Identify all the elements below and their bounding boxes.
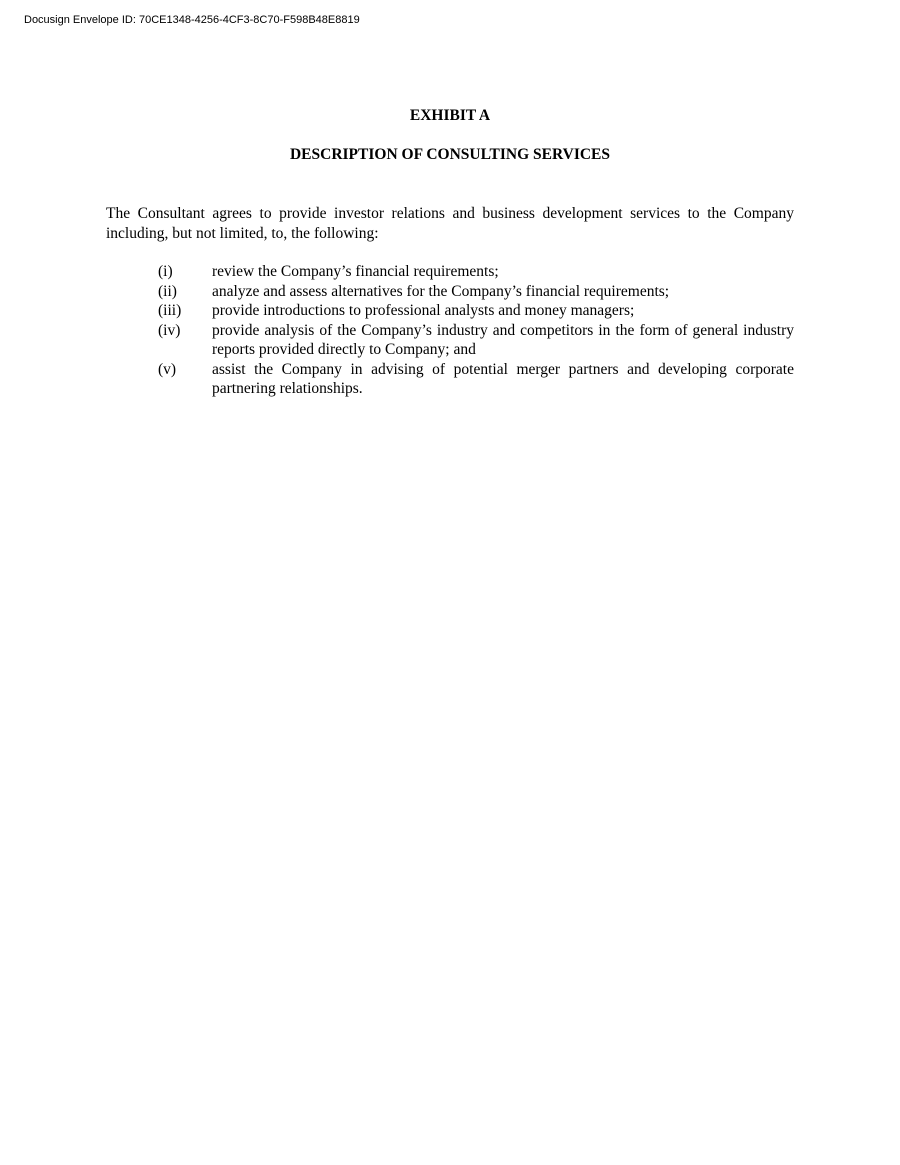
exhibit-title: EXHIBIT A: [409, 107, 491, 124]
service-item-i: [158, 262, 794, 282]
service-item-text: review the Company’s financial requirements;: [212, 263, 499, 280]
consulting-services-title: DESCRIPTION OF CONSULTING SERVICES: [289, 146, 610, 163]
service-item-text: provide introductions to professional analysts and money managers;: [212, 302, 635, 319]
service-item-ii: [158, 282, 794, 302]
service-item-text: assist the Company in advising of potential merger partners and developing corporate partnering relationships.: [212, 360, 794, 397]
service-item-text: analyze and assess alternatives for the Company’s financial requirements;: [212, 282, 670, 300]
service-item-v: [158, 360, 794, 399]
service-item-number: (v): [158, 360, 177, 378]
service-item-number: (i): [158, 263, 173, 280]
service-item-number: (ii): [158, 282, 177, 300]
service-item-number: (iv): [158, 321, 181, 339]
docusign-envelope-id: Docusign Envelope ID: 70CE1348-4256-4CF3-8C70-F598B48E8819: [24, 14, 360, 26]
service-item-iv: [158, 321, 794, 360]
service-item-iii: [158, 301, 794, 321]
service-item-text: provide analysis of the Company’s industry and competitors in the form of general industry reports provided directly to Company; and: [212, 321, 794, 358]
intro-paragraph: The Consultant agrees to provide investor relations and business development services to the Company including, but not limited, to, the following:: [106, 205, 794, 242]
consulting-services-list: [158, 262, 794, 399]
service-item-number: (iii): [158, 302, 182, 319]
